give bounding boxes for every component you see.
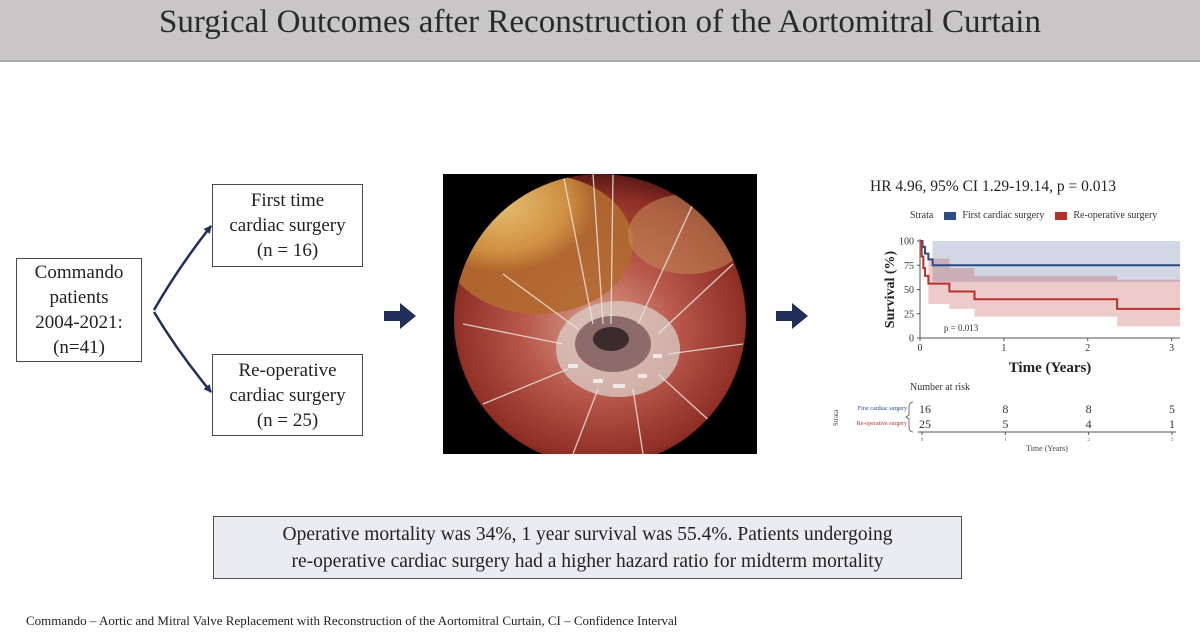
p-value-annotation: p = 0.013 — [943, 323, 979, 334]
summary-box — [213, 516, 962, 579]
y-tick-label: 25 — [904, 309, 914, 321]
y-axis-label: Survival (%) — [883, 250, 898, 329]
box-line: (n = 16) — [256, 240, 319, 261]
box-line: First time — [250, 190, 325, 211]
risk-x-tick-label: 3 — [1170, 438, 1174, 443]
summary-line: Operative mortality was 34%, 1 year survival was 55.4%. Patients undergoing — [282, 524, 893, 545]
y-tick-label: 50 — [904, 285, 914, 296]
box-line: (n = 25) — [256, 409, 319, 431]
risk-x-axis-label: Time (Years) — [1026, 444, 1068, 453]
risk-row-label: First cardiac surgery — [857, 406, 907, 412]
chart-title: HR 4.96, 95% CI 1.29-19.14, p = 0.013 — [870, 178, 1116, 195]
legend-title: Strata — [910, 210, 934, 222]
risk-value: 16 — [919, 402, 931, 416]
y-tick-label: 100 — [899, 236, 914, 248]
x-tick-label: 2 — [1085, 343, 1091, 354]
footnote: Commando – Aortic and Mitral Valve Replacement with Reconstruction of the Aortomitral Curtain, CI – Confidence Interval — [26, 613, 678, 628]
x-tick-label: 3 — [1169, 343, 1175, 354]
risk-value: 5 — [1002, 417, 1009, 431]
risk-value: 25 — [919, 417, 931, 431]
x-axis-label: Time (Years) — [1008, 360, 1092, 376]
box-line: cardiac surgery — [229, 215, 346, 236]
risk-x-tick-label: 1 — [1004, 438, 1007, 443]
legend-label-reop: Re-operative surgery — [1073, 210, 1158, 222]
risk-value: 4 — [1085, 417, 1092, 431]
y-tick-label: 75 — [904, 260, 914, 272]
summary-line: re-operative cardiac surgery had a higher hazard ratio for midterm mortality — [291, 551, 884, 572]
y-tick-label: 0 — [909, 333, 914, 345]
risk-x-tick-label: 2 — [1087, 438, 1090, 443]
box-line: Re-operative — [238, 359, 337, 381]
box-line: Commando — [34, 262, 124, 283]
risk-table-title: Number at risk — [910, 382, 970, 393]
risk-value: 8 — [1085, 402, 1092, 416]
page-title: Surgical Outcomes after Reconstruction of the Aortomitral Curtain — [159, 4, 1041, 40]
risk-value: 8 — [1002, 402, 1009, 416]
risk-strata-label: Strata — [832, 409, 840, 427]
x-tick-label: 0 — [917, 343, 923, 354]
box-line: patients — [49, 287, 109, 308]
box-line: (n=41) — [53, 337, 105, 358]
risk-value: 1 — [1169, 417, 1175, 431]
risk-row-brace — [906, 402, 913, 432]
x-tick-label: 1 — [1001, 343, 1007, 354]
risk-row-label: Re-operative surgery — [856, 421, 907, 427]
legend-label-first: First cardiac surgery — [962, 210, 1045, 222]
box-line: cardiac surgery — [229, 384, 346, 406]
risk-value: 5 — [1169, 402, 1175, 416]
risk-x-tick-label: 0 — [920, 438, 924, 443]
box-line: 2004-2021: — [35, 312, 123, 333]
